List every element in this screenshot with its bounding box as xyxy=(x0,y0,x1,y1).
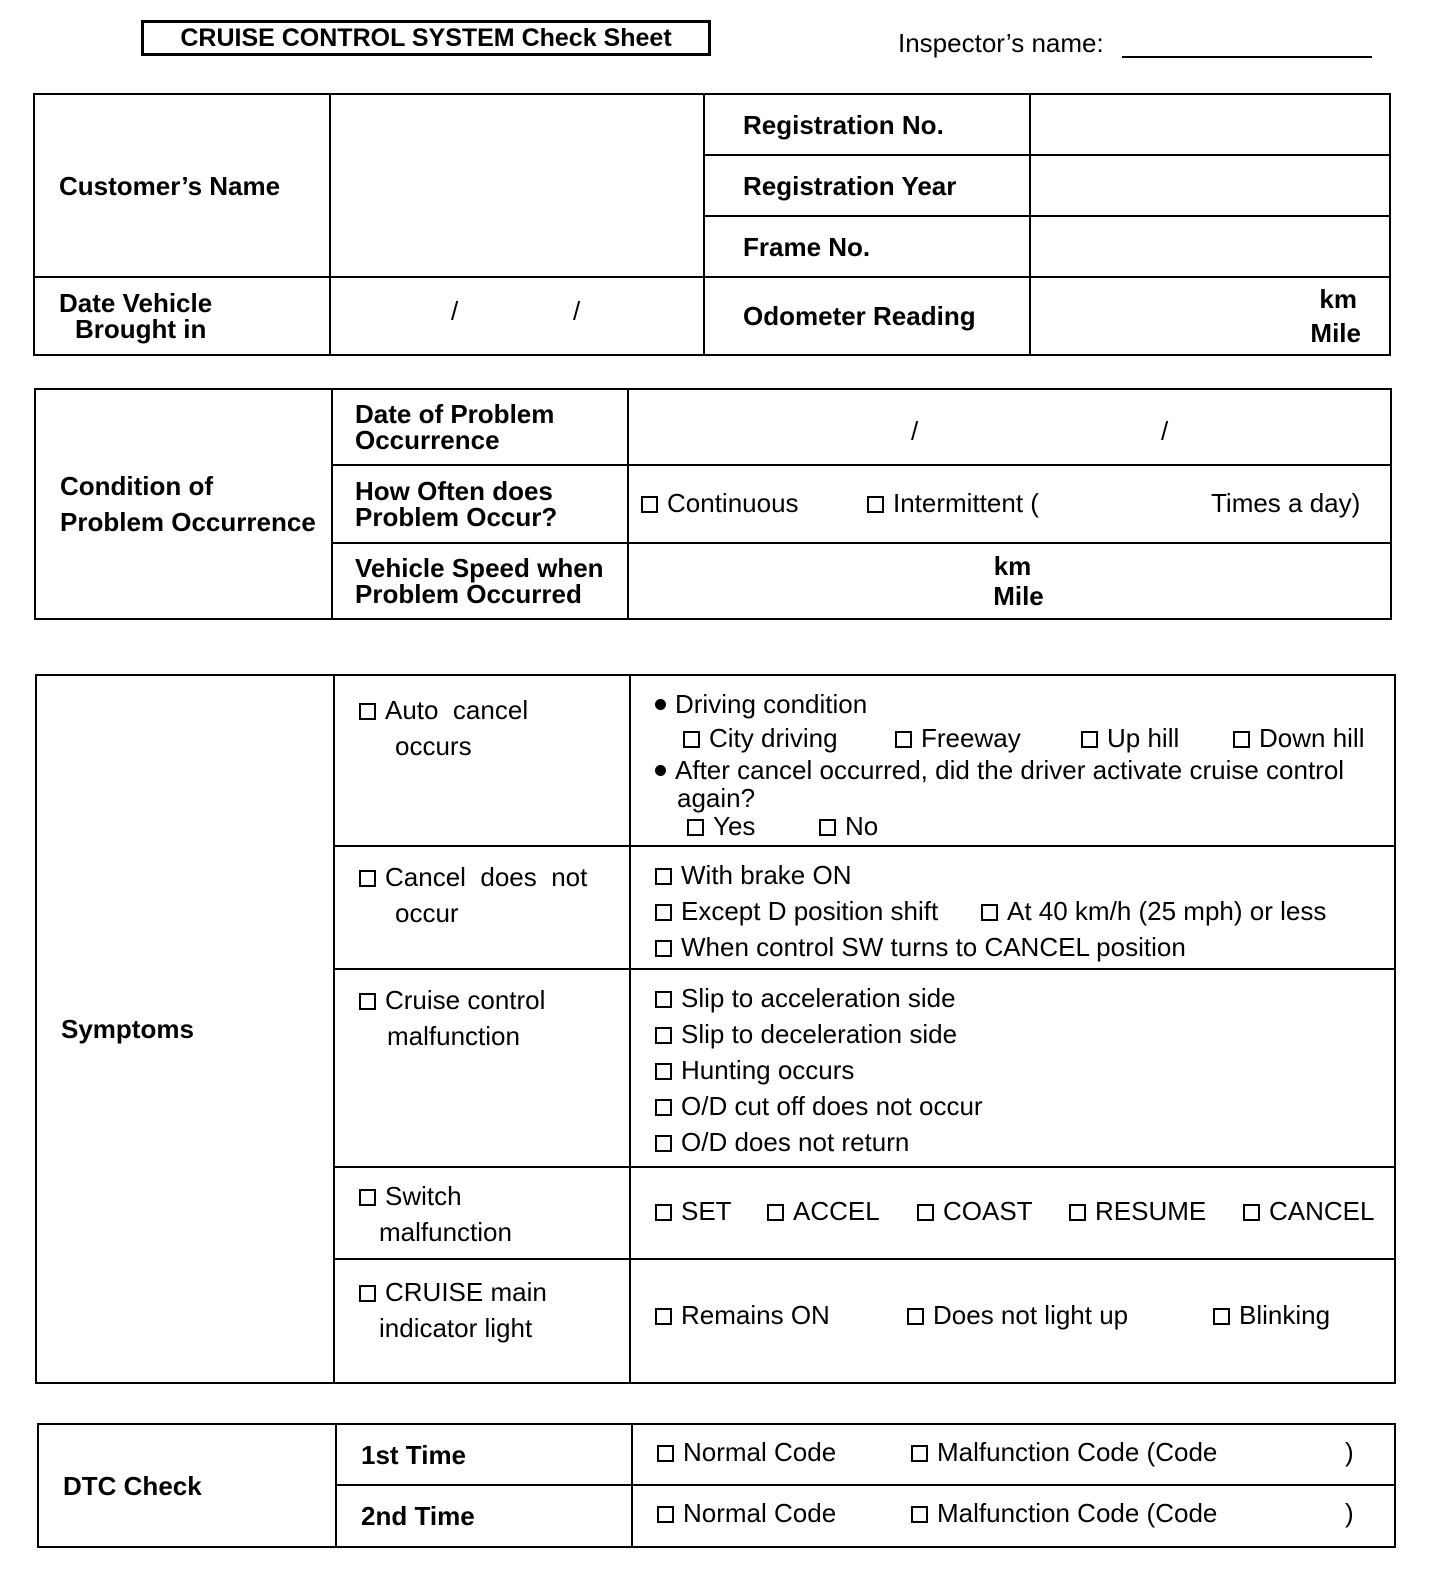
how-often-line1: How Often does xyxy=(355,476,553,506)
slip-decel-label: Slip to deceleration side xyxy=(681,1019,958,1049)
dtc-check-label: DTC Check xyxy=(38,1424,336,1547)
date-separator: / xyxy=(573,296,581,326)
except-d-label: Except D position shift xyxy=(681,896,939,926)
up-hill-option[interactable] xyxy=(1081,724,1179,752)
checkbox[interactable] xyxy=(981,904,998,921)
checkbox[interactable] xyxy=(683,731,700,748)
date-of-problem-field[interactable] xyxy=(628,389,1391,465)
malfunction-code-option[interactable] xyxy=(911,1500,1217,1526)
intermittent-label: Intermittent ( xyxy=(893,488,1039,518)
continuous-option[interactable] xyxy=(641,490,799,516)
checkbox[interactable] xyxy=(687,819,704,836)
checkbox[interactable] xyxy=(641,496,658,513)
auto-cancel-label-line2: occurs xyxy=(395,731,472,761)
accel-option[interactable] xyxy=(767,1198,880,1224)
does-not-light-option[interactable] xyxy=(907,1302,1128,1328)
down-hill-label: Down hill xyxy=(1259,723,1365,753)
condition-label-line1: Condition of xyxy=(60,471,214,501)
reactivate-question-line2: again? xyxy=(677,783,756,813)
indicator-light-label-line1: CRUISE main xyxy=(385,1277,547,1307)
except-d-option[interactable] xyxy=(655,893,938,929)
reactivate-question-line1: After cancel occurred, did the driver activate cruise control xyxy=(675,755,1345,785)
cancel-not-occur-details xyxy=(630,846,1395,969)
od-return-label: O/D does not return xyxy=(681,1127,910,1157)
frame-no-label: Frame No. xyxy=(704,216,1030,277)
odometer-label: Odometer Reading xyxy=(704,277,1030,355)
city-driving-label: City driving xyxy=(709,723,838,753)
remains-on-option[interactable] xyxy=(655,1302,830,1328)
checkbox[interactable] xyxy=(655,904,672,921)
checkbox[interactable] xyxy=(657,1506,674,1523)
checkbox[interactable] xyxy=(359,1189,376,1206)
indicator-light-label-line2: indicator light xyxy=(379,1313,533,1343)
cruise-malfunction-label-line1: Cruise control xyxy=(385,985,546,1015)
condition-table xyxy=(34,388,1392,620)
times-a-day-label: Times a day) xyxy=(1211,488,1361,518)
date-of-problem-line2: Occurrence xyxy=(355,425,500,455)
normal-code-label: Normal Code xyxy=(683,1437,837,1467)
slip-accel-option[interactable] xyxy=(655,980,1394,1016)
accel-label: ACCEL xyxy=(793,1196,880,1226)
symptoms-label: Symptoms xyxy=(36,675,334,1383)
slip-decel-option[interactable] xyxy=(655,1016,1394,1052)
checkbox[interactable] xyxy=(1081,731,1098,748)
checkbox[interactable] xyxy=(1069,1204,1086,1221)
auto-cancel-option[interactable] xyxy=(334,675,630,846)
first-time-label: 1st Time xyxy=(336,1424,632,1485)
indicator-details xyxy=(630,1259,1395,1383)
cruise-malfunction-label-line2: malfunction xyxy=(387,1021,520,1051)
date-separator: / xyxy=(911,416,919,446)
checkbox[interactable] xyxy=(359,993,376,1010)
cancel-not-occur-label-line2: occur xyxy=(395,898,459,928)
normal-code-label: Normal Code xyxy=(683,1498,837,1528)
bullet-icon xyxy=(655,765,666,776)
date-separator: / xyxy=(1161,416,1169,446)
cancel-not-occur-label-line1: Cancel does not xyxy=(385,862,588,892)
registration-year-label: Registration Year xyxy=(704,155,1030,216)
checkbox[interactable] xyxy=(359,870,376,887)
bullet-icon xyxy=(655,699,666,710)
second-time-label: 2nd Time xyxy=(336,1485,632,1547)
checkbox[interactable] xyxy=(655,868,672,885)
date-of-problem-line1: Date of Problem xyxy=(355,399,555,429)
intermittent-option[interactable] xyxy=(867,490,1039,516)
vehicle-speed-line2: Problem Occurred xyxy=(355,579,582,609)
continuous-label: Continuous xyxy=(667,488,799,518)
normal-code-option[interactable] xyxy=(657,1500,836,1526)
registration-no-label: Registration No. xyxy=(704,94,1030,155)
remains-on-label: Remains ON xyxy=(681,1300,830,1330)
customer-name-field[interactable] xyxy=(330,94,704,277)
coast-option[interactable] xyxy=(917,1198,1033,1224)
cancel-option[interactable] xyxy=(1243,1198,1374,1224)
indicator-light-option[interactable] xyxy=(334,1259,630,1383)
set-option[interactable] xyxy=(655,1198,732,1224)
switch-malfunction-option[interactable] xyxy=(334,1167,630,1259)
set-label: SET xyxy=(681,1196,732,1226)
down-hill-option[interactable] xyxy=(1233,724,1365,752)
unit-km: km xyxy=(993,551,1032,581)
checkbox[interactable] xyxy=(911,1506,928,1523)
at-40-option[interactable] xyxy=(981,893,1326,929)
blinking-option[interactable] xyxy=(1213,1302,1330,1328)
checkbox[interactable] xyxy=(1233,731,1250,748)
cancel-not-occur-option[interactable] xyxy=(334,846,630,969)
malfunction-code-option[interactable] xyxy=(911,1439,1217,1465)
malfunction-code-label: Malfunction Code (Code xyxy=(937,1437,1218,1467)
checkbox[interactable] xyxy=(911,1445,928,1462)
how-often-label xyxy=(332,465,628,543)
checkbox[interactable] xyxy=(655,1308,672,1325)
vehicle-speed-label xyxy=(332,543,628,619)
inspector-name-field[interactable] xyxy=(1122,56,1372,58)
condition-label-line2: Problem Occurrence xyxy=(60,507,316,537)
second-time-field xyxy=(632,1485,1395,1547)
control-sw-option[interactable] xyxy=(655,929,1394,965)
no-option[interactable] xyxy=(819,812,878,840)
unit-km: km xyxy=(1319,284,1357,314)
date-of-problem-label xyxy=(332,389,628,465)
resume-label: RESUME xyxy=(1095,1196,1207,1226)
date-brought-in-label xyxy=(34,277,330,355)
od-cutoff-option[interactable] xyxy=(655,1088,1394,1124)
registration-no-field[interactable] xyxy=(1030,94,1390,155)
how-often-line2: Problem Occur? xyxy=(355,502,558,532)
checkbox[interactable] xyxy=(655,1135,672,1152)
inspector-label: Inspector’s name: xyxy=(898,28,1104,58)
up-hill-label: Up hill xyxy=(1107,723,1180,753)
yes-option[interactable] xyxy=(687,812,755,840)
coast-label: COAST xyxy=(943,1196,1033,1226)
cancel-label: CANCEL xyxy=(1269,1196,1375,1226)
with-brake-option[interactable] xyxy=(655,857,1394,893)
vehicle-info-table xyxy=(33,93,1391,356)
unit-mile: Mile xyxy=(1310,318,1361,348)
date-brought-in-field[interactable] xyxy=(330,277,704,355)
registration-year-field[interactable] xyxy=(1030,155,1390,216)
control-sw-label: When control SW turns to CANCEL position xyxy=(681,932,1186,962)
checkbox[interactable] xyxy=(907,1308,924,1325)
no-label: No xyxy=(845,811,879,841)
odometer-field[interactable] xyxy=(1030,277,1390,355)
freeway-option[interactable] xyxy=(895,724,1021,752)
malfunction-code-label: Malfunction Code (Code xyxy=(937,1498,1218,1528)
date-separator: / xyxy=(451,296,459,326)
customer-name-label: Customer’s Name xyxy=(34,94,330,277)
vehicle-speed-field[interactable] xyxy=(628,543,1391,619)
checkbox[interactable] xyxy=(867,496,884,513)
checkbox[interactable] xyxy=(1243,1204,1260,1221)
slip-accel-label: Slip to acceleration side xyxy=(681,983,956,1013)
checkbox[interactable] xyxy=(1213,1308,1230,1325)
checkbox[interactable] xyxy=(917,1204,934,1221)
checkbox[interactable] xyxy=(767,1204,784,1221)
at-40-label: At 40 km/h (25 mph) or less xyxy=(1007,896,1327,926)
does-not-light-label: Does not light up xyxy=(933,1300,1129,1330)
checkbox[interactable] xyxy=(359,1285,376,1302)
yes-label: Yes xyxy=(713,811,756,841)
checkbox[interactable] xyxy=(819,819,836,836)
cruise-malfunction-option[interactable] xyxy=(334,969,630,1167)
cruise-malfunction-details xyxy=(630,969,1395,1167)
condition-label xyxy=(35,389,332,619)
switch-malfunction-label-line2: malfunction xyxy=(379,1217,512,1247)
with-brake-label: With brake ON xyxy=(681,860,852,890)
unit-mile: Mile xyxy=(993,581,1044,611)
page-title: CRUISE CONTROL SYSTEM Check Sheet xyxy=(141,20,711,56)
frame-no-field[interactable] xyxy=(1030,216,1390,277)
checkbox[interactable] xyxy=(655,1063,672,1080)
close-paren: ) xyxy=(1345,1498,1354,1528)
normal-code-option[interactable] xyxy=(657,1439,836,1465)
hunting-label: Hunting occurs xyxy=(681,1055,855,1085)
switch-malfunction-label-line1: Switch xyxy=(385,1181,462,1211)
checkbox[interactable] xyxy=(895,731,912,748)
city-driving-option[interactable] xyxy=(683,724,838,752)
first-time-field xyxy=(632,1424,1395,1485)
resume-option[interactable] xyxy=(1069,1198,1206,1224)
dtc-table xyxy=(37,1423,1396,1548)
od-cutoff-label: O/D cut off does not occur xyxy=(681,1091,983,1121)
how-often-field xyxy=(628,465,1391,543)
switch-details xyxy=(630,1167,1395,1259)
auto-cancel-details xyxy=(630,675,1395,846)
checkbox[interactable] xyxy=(655,1204,672,1221)
checkbox[interactable] xyxy=(657,1445,674,1462)
date-brought-in-line2: Brought in xyxy=(75,314,207,344)
checkbox[interactable] xyxy=(655,1099,672,1116)
date-brought-in-line1: Date Vehicle xyxy=(59,288,213,318)
symptoms-table xyxy=(35,674,1396,1384)
od-return-option[interactable] xyxy=(655,1124,1394,1160)
blinking-label: Blinking xyxy=(1239,1300,1331,1330)
auto-cancel-label-line1: Auto cancel xyxy=(385,695,529,725)
hunting-option[interactable] xyxy=(655,1052,1394,1088)
checkbox[interactable] xyxy=(655,1027,672,1044)
checkbox[interactable] xyxy=(359,703,376,720)
checkbox[interactable] xyxy=(655,940,672,957)
checkbox[interactable] xyxy=(655,991,672,1008)
vehicle-speed-line1: Vehicle Speed when xyxy=(355,553,604,583)
driving-condition-label: Driving condition xyxy=(675,689,868,719)
close-paren: ) xyxy=(1345,1437,1354,1467)
freeway-label: Freeway xyxy=(921,723,1021,753)
